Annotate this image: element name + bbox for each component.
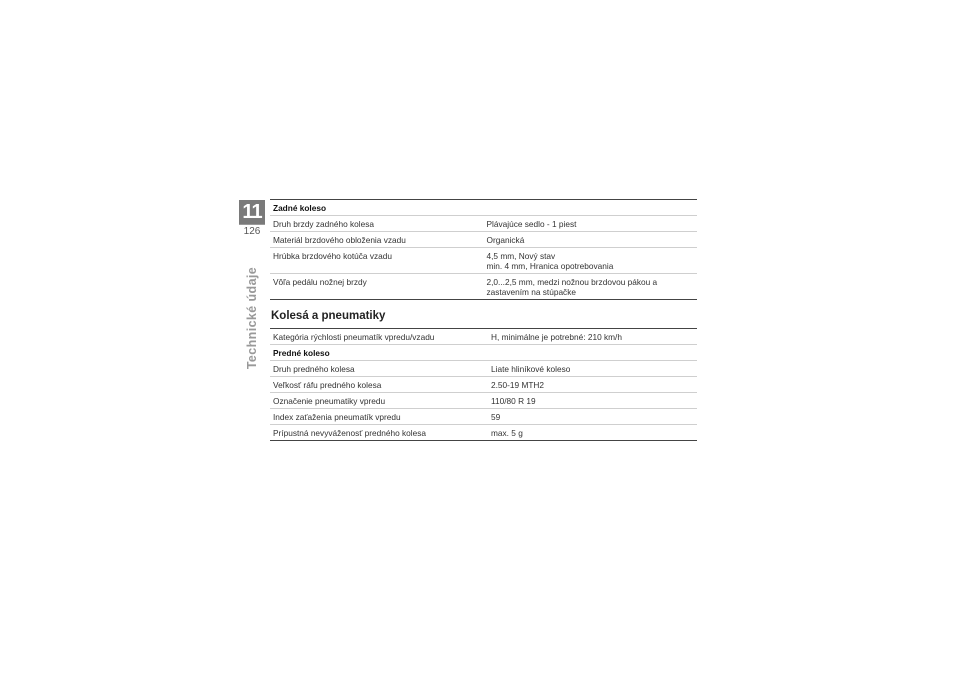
spec-value-line: zastavením na stúpačke	[486, 286, 576, 297]
table-row	[270, 377, 697, 393]
page-number: 126	[243, 226, 261, 237]
rear-wheel-heading: Zadné koleso	[270, 200, 697, 216]
spec-value: H, minimálne je potrebné: 210 km/h	[488, 329, 697, 345]
spec-key: Index zaťaženia pneumatík vpredu	[270, 409, 488, 425]
spec-value: max. 5 g	[488, 425, 697, 441]
spec-value-line: 4,5 mm, Nový stav	[486, 250, 556, 261]
spec-value-line: 2,0...2,5 mm, medzi nožnou brzdovou pákou a	[486, 276, 658, 287]
spec-value: 110/80 R 19	[488, 393, 697, 409]
table-row	[270, 274, 697, 300]
spec-value	[484, 248, 698, 274]
table-row	[270, 425, 697, 441]
spec-key: Druh brzdy zadného kolesa	[270, 216, 484, 232]
spec-content	[270, 199, 697, 441]
spec-key: Označenie pneumatiky vpredu	[270, 393, 488, 409]
spec-key: Vôľa pedálu nožnej brzdy	[270, 274, 484, 300]
spec-value-line: min. 4 mm, Hranica opotrebovania	[486, 260, 614, 271]
table-row	[270, 393, 697, 409]
spec-key: Veľkosť ráfu predného kolesa	[270, 377, 488, 393]
spec-value: Liate hliníkové koleso	[488, 361, 697, 377]
spec-value: 59	[488, 409, 697, 425]
table-row	[270, 232, 697, 248]
spec-value: Plávajúce sedlo - 1 piest	[484, 216, 698, 232]
table-row	[270, 361, 697, 377]
table-row	[270, 329, 697, 345]
chapter-number: 11	[239, 200, 265, 224]
table-heading-row	[270, 200, 697, 216]
table-heading-row	[270, 345, 697, 361]
chapter-divider	[239, 224, 265, 225]
table-row	[270, 409, 697, 425]
spec-value: 2.50-19 MTH2	[488, 377, 697, 393]
spec-key: Prípustná nevyváženosť predného kolesa	[270, 425, 488, 441]
table-row	[270, 248, 697, 274]
rear-wheel-table	[270, 199, 697, 300]
spec-key: Druh predného kolesa	[270, 361, 488, 377]
chapter-title-vertical: Technické údaje	[245, 266, 259, 370]
spec-key: Kategória rýchlosti pneumatík vpredu/vzadu	[270, 329, 488, 345]
table-row	[270, 216, 697, 232]
wheels-tires-table	[270, 328, 697, 441]
front-wheel-heading: Predné koleso	[270, 345, 697, 361]
spec-value: Organická	[484, 232, 698, 248]
spec-key: Hrúbka brzdového kotúča vzadu	[270, 248, 484, 274]
section-title: Kolesá a pneumatiky	[271, 310, 386, 322]
spec-value	[484, 274, 698, 300]
spec-key: Materiál brzdového obloženia vzadu	[270, 232, 484, 248]
